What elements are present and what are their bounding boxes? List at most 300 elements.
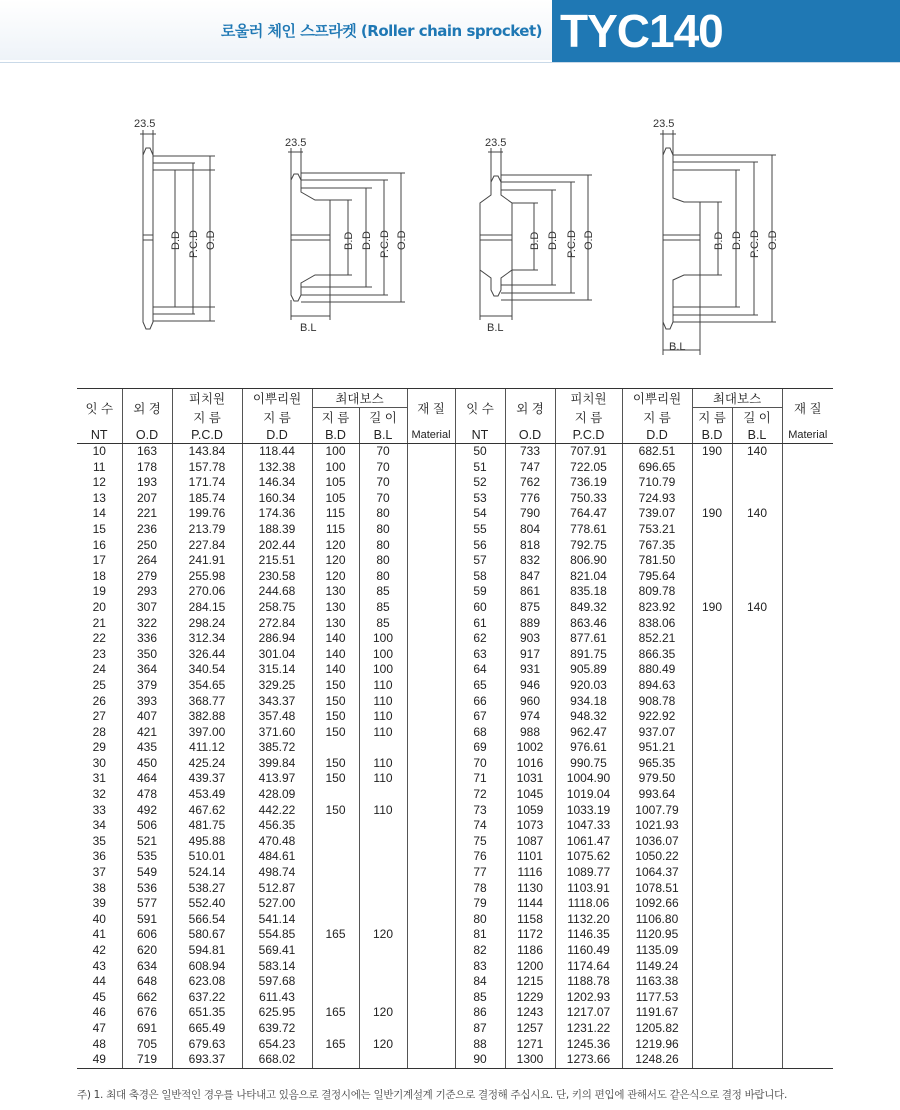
d2-label-bd: B.D <box>343 231 355 250</box>
cell-bl <box>359 943 407 959</box>
cell-pcd-r: 849.32 <box>555 600 622 616</box>
th-dd-sub-r: 지 름 <box>622 408 692 427</box>
cell-bl: 80 <box>359 553 407 569</box>
cell-bd <box>312 787 359 803</box>
cell-nt-r: 84 <box>455 974 505 990</box>
cell-dd-r: 908.78 <box>622 694 692 710</box>
cell-bd-r <box>692 818 732 834</box>
table-row <box>77 569 833 585</box>
cell-bd-r <box>692 647 732 663</box>
d4-label-pcd: P.C.D <box>749 230 761 258</box>
cell-bl <box>359 834 407 850</box>
cell-bl-r <box>732 522 782 538</box>
d3-label-bl: B.L <box>487 322 504 334</box>
cell-od-r: 1243 <box>505 1005 555 1021</box>
cell-bd: 140 <box>312 662 359 678</box>
th-teeth-r: 잇 수 <box>455 389 505 427</box>
cell-pcd-r: 1103.91 <box>555 881 622 897</box>
cell-nt: 23 <box>92 646 106 661</box>
cell-dd: 286.94 <box>242 631 312 647</box>
cell-material-r <box>782 491 833 507</box>
cell-nt-r: 56 <box>455 538 505 554</box>
cell-od-r: 733 <box>505 444 555 460</box>
cell-bd: 100 <box>312 444 359 460</box>
table-row <box>77 553 833 569</box>
cell-bd-r <box>692 460 732 476</box>
cell-nt-r: 77 <box>455 865 505 881</box>
cell-bd: 120 <box>312 538 359 554</box>
cell-bd-r <box>692 662 732 678</box>
cell-od: 478 <box>122 787 172 803</box>
th-pcd-r: 피치원 <box>555 389 622 408</box>
cell-bl-r: 140 <box>732 600 782 616</box>
cell-pcd: 439.37 <box>172 771 242 787</box>
cell-material <box>407 584 455 600</box>
cell-nt-r: 55 <box>455 522 505 538</box>
cell-bd-r <box>692 834 732 850</box>
cell-material <box>407 725 455 741</box>
table-row <box>77 1052 833 1068</box>
cell-nt-r: 58 <box>455 569 505 585</box>
cell-dd: 399.84 <box>242 756 312 772</box>
th-material: 재 질 <box>407 389 455 427</box>
cell-nt-r: 85 <box>455 990 505 1006</box>
cell-bl-r <box>732 818 782 834</box>
cell-bd: 150 <box>312 694 359 710</box>
cell-pcd-r: 920.03 <box>555 678 622 694</box>
cell-material <box>407 834 455 850</box>
cell-material-r <box>782 616 833 632</box>
cell-dd-r: 781.50 <box>622 553 692 569</box>
cell-material-r <box>782 569 833 585</box>
cell-pcd: 213.79 <box>172 522 242 538</box>
cell-material <box>407 1021 455 1037</box>
table-row <box>77 803 833 819</box>
cell-dd-r: 1078.51 <box>622 881 692 897</box>
cell-bl: 110 <box>359 756 407 772</box>
cell-pcd: 679.63 <box>172 1037 242 1053</box>
cell-material-r <box>782 1052 833 1068</box>
table-row <box>77 725 833 741</box>
cell-dd-r: 710.79 <box>622 475 692 491</box>
cell-nt-r: 67 <box>455 709 505 725</box>
cell-pcd: 298.24 <box>172 616 242 632</box>
header-row-1 <box>77 389 833 408</box>
cell-nt: 25 <box>92 677 106 692</box>
cell-pcd: 270.06 <box>172 584 242 600</box>
cell-dd-r: 1120.95 <box>622 927 692 943</box>
cell-material <box>407 662 455 678</box>
cell-material-r <box>782 538 833 554</box>
cell-bl <box>359 818 407 834</box>
th-material-r: 재 질 <box>782 389 833 427</box>
cell-nt-r: 72 <box>455 787 505 803</box>
table-row <box>77 834 833 850</box>
th-boss: 최대보스 <box>312 389 407 408</box>
cell-pcd-r: 821.04 <box>555 569 622 585</box>
cell-pcd-r: 1118.06 <box>555 896 622 912</box>
cell-pcd-r: 990.75 <box>555 756 622 772</box>
cell-bl: 110 <box>359 709 407 725</box>
cell-dd-r: 682.51 <box>622 444 692 460</box>
cell-od: 492 <box>122 803 172 819</box>
table-row <box>77 584 833 600</box>
cell-material <box>407 881 455 897</box>
cell-od-r: 1016 <box>505 756 555 772</box>
d2-label-dd: D.D <box>361 231 373 250</box>
table-row <box>77 1021 833 1037</box>
cell-dd: 174.36 <box>242 506 312 522</box>
cell-nt-r: 82 <box>455 943 505 959</box>
cell-bd-r <box>692 553 732 569</box>
cell-bl: 100 <box>359 631 407 647</box>
cell-nt-r: 90 <box>455 1052 505 1068</box>
cell-nt: 35 <box>92 833 106 848</box>
cell-od: 307 <box>122 600 172 616</box>
th-bl: 길 이 <box>359 408 407 427</box>
cell-od-r: 1002 <box>505 740 555 756</box>
cell-nt: 46 <box>92 1005 106 1020</box>
cell-pcd-r: 1188.78 <box>555 974 622 990</box>
cell-nt: 40 <box>92 911 106 926</box>
cell-bl: 85 <box>359 600 407 616</box>
cell-bd: 105 <box>312 491 359 507</box>
cell-bd <box>312 834 359 850</box>
footnote: 주) 1. 최대 축경은 일반적인 경우를 나타내고 있음으로 결정시에는 일반기계설계 기준으로 결정해 주십시요. 단, 키의 편입에 관해서도 같은식으로 결정 바랍니다. <box>77 1089 787 1101</box>
th-dd-code: D.D <box>242 426 312 444</box>
table-row <box>77 460 833 476</box>
cell-od-r: 1045 <box>505 787 555 803</box>
table-row <box>77 662 833 678</box>
cell-bd: 130 <box>312 600 359 616</box>
cell-od-r: 946 <box>505 678 555 694</box>
cell-pcd-r: 764.47 <box>555 506 622 522</box>
cell-material-r <box>782 849 833 865</box>
cell-od-r: 1073 <box>505 818 555 834</box>
d1-label-od: O.D <box>205 230 217 250</box>
cell-pcd-r: 1231.22 <box>555 1021 622 1037</box>
diagram-svg <box>0 110 900 370</box>
cell-dd: 244.68 <box>242 584 312 600</box>
cell-material <box>407 990 455 1006</box>
cell-dd: 329.25 <box>242 678 312 694</box>
cell-material <box>407 491 455 507</box>
cell-bl-r <box>732 709 782 725</box>
cell-dd: 668.02 <box>242 1052 312 1068</box>
cell-material <box>407 522 455 538</box>
cell-od-r: 1271 <box>505 1037 555 1053</box>
cell-bl: 80 <box>359 506 407 522</box>
cell-bl <box>359 849 407 865</box>
cell-material <box>407 553 455 569</box>
cell-od: 591 <box>122 912 172 928</box>
cell-bl: 70 <box>359 444 407 460</box>
cell-pcd-r: 1160.49 <box>555 943 622 959</box>
cell-od: 435 <box>122 740 172 756</box>
cell-material-r <box>782 444 833 460</box>
cell-nt-r: 64 <box>455 662 505 678</box>
cell-material <box>407 896 455 912</box>
table-row <box>77 506 833 522</box>
cell-pcd-r: 863.46 <box>555 616 622 632</box>
cell-od-r: 762 <box>505 475 555 491</box>
table-row <box>77 538 833 554</box>
cell-nt: 43 <box>92 958 106 973</box>
d3-label-od: O.D <box>583 230 595 250</box>
cell-bd-r: 190 <box>692 444 732 460</box>
cell-material <box>407 569 455 585</box>
cell-bl: 120 <box>359 927 407 943</box>
cell-od-r: 1158 <box>505 912 555 928</box>
model-name: TYC140 <box>560 5 723 57</box>
cell-dd: 188.39 <box>242 522 312 538</box>
cell-od: 521 <box>122 834 172 850</box>
cell-material-r <box>782 631 833 647</box>
cell-bd-r <box>692 959 732 975</box>
cell-bl: 110 <box>359 771 407 787</box>
cell-bd-r <box>692 865 732 881</box>
cell-material <box>407 740 455 756</box>
cell-od: 279 <box>122 569 172 585</box>
cell-od-r: 847 <box>505 569 555 585</box>
th-nt: NT <box>77 426 122 444</box>
cell-bd-r <box>692 616 732 632</box>
cell-dd-r: 696.65 <box>622 460 692 476</box>
cell-od: 264 <box>122 553 172 569</box>
cell-material-r <box>782 803 833 819</box>
cell-pcd: 241.91 <box>172 553 242 569</box>
cell-dd: 456.35 <box>242 818 312 834</box>
cell-material <box>407 787 455 803</box>
cell-bd-r <box>692 725 732 741</box>
cell-bl <box>359 787 407 803</box>
cell-nt: 31 <box>92 771 106 786</box>
cell-bd <box>312 1021 359 1037</box>
cell-dd-r: 1064.37 <box>622 865 692 881</box>
cell-od: 250 <box>122 538 172 554</box>
cell-nt: 20 <box>92 599 106 614</box>
cell-dd: 654.23 <box>242 1037 312 1053</box>
cell-bd-r <box>692 709 732 725</box>
cell-material-r <box>782 834 833 850</box>
cell-bd: 130 <box>312 584 359 600</box>
table-row <box>77 990 833 1006</box>
table-row <box>77 771 833 787</box>
cell-bd-r: 190 <box>692 506 732 522</box>
spec-table-body <box>77 444 833 1069</box>
cell-dd-r: 1135.09 <box>622 943 692 959</box>
cell-dd-r: 979.50 <box>622 771 692 787</box>
table-row <box>77 522 833 538</box>
cell-bl-r <box>732 990 782 1006</box>
cell-bl-r <box>732 1037 782 1053</box>
cell-bd: 130 <box>312 616 359 632</box>
cell-dd: 230.58 <box>242 569 312 585</box>
cell-od: 193 <box>122 475 172 491</box>
cell-nt-r: 60 <box>455 600 505 616</box>
cell-nt-r: 70 <box>455 756 505 772</box>
cell-od-r: 960 <box>505 694 555 710</box>
cell-od: 549 <box>122 865 172 881</box>
cell-bd: 105 <box>312 475 359 491</box>
cell-bl <box>359 1021 407 1037</box>
cell-bl <box>359 865 407 881</box>
cell-bl-r <box>732 475 782 491</box>
table-row <box>77 818 833 834</box>
cell-material <box>407 538 455 554</box>
cell-bd: 150 <box>312 678 359 694</box>
cell-nt: 13 <box>92 490 106 505</box>
table-row <box>77 881 833 897</box>
cell-material-r <box>782 990 833 1006</box>
cell-nt: 19 <box>92 584 106 599</box>
cell-pcd-r: 707.91 <box>555 444 622 460</box>
cell-bd-r <box>692 927 732 943</box>
cell-pcd-r: 948.32 <box>555 709 622 725</box>
cell-bd: 140 <box>312 631 359 647</box>
cell-bd-r <box>692 974 732 990</box>
cell-od: 676 <box>122 1005 172 1021</box>
cell-bd: 165 <box>312 1037 359 1053</box>
table-row <box>77 1037 833 1053</box>
cell-bd-r <box>692 491 732 507</box>
cell-nt-r: 83 <box>455 959 505 975</box>
cell-nt: 45 <box>92 989 106 1004</box>
table-row <box>77 912 833 928</box>
cell-bd <box>312 865 359 881</box>
d4-top-dim: 23.5 <box>653 118 675 130</box>
cell-bd: 100 <box>312 460 359 476</box>
cell-od-r: 974 <box>505 709 555 725</box>
cell-nt-r: 86 <box>455 1005 505 1021</box>
cell-od-r: 1130 <box>505 881 555 897</box>
cell-dd-r: 1106.80 <box>622 912 692 928</box>
d3-label-dd: D.D <box>547 231 559 250</box>
cell-bl-r <box>732 631 782 647</box>
table-row <box>77 740 833 756</box>
cell-bd-r <box>692 1005 732 1021</box>
cell-dd-r: 1021.93 <box>622 818 692 834</box>
cell-bd <box>312 740 359 756</box>
cell-nt: 12 <box>92 475 106 490</box>
cell-od: 364 <box>122 662 172 678</box>
cell-od: 163 <box>122 444 172 460</box>
cell-bl: 85 <box>359 584 407 600</box>
cell-bl: 85 <box>359 616 407 632</box>
th-teeth: 잇 수 <box>77 389 122 427</box>
cell-bd: 165 <box>312 1005 359 1021</box>
cell-bd-r <box>692 881 732 897</box>
cell-od-r: 1200 <box>505 959 555 975</box>
cell-bl-r <box>732 959 782 975</box>
cell-material <box>407 974 455 990</box>
cell-pcd-r: 934.18 <box>555 694 622 710</box>
cell-pcd-r: 1174.64 <box>555 959 622 975</box>
th-boss-r: 최대보스 <box>692 389 782 408</box>
cell-dd-r: 809.78 <box>622 584 692 600</box>
cell-od-r: 988 <box>505 725 555 741</box>
cell-nt-r: 54 <box>455 506 505 522</box>
cell-material <box>407 694 455 710</box>
cell-dd: 625.95 <box>242 1005 312 1021</box>
cell-od-r: 1229 <box>505 990 555 1006</box>
cell-pcd-r: 905.89 <box>555 662 622 678</box>
th-pcd-sub: 지 름 <box>172 408 242 427</box>
cell-bl: 110 <box>359 694 407 710</box>
cell-bl-r <box>732 912 782 928</box>
cell-bd: 115 <box>312 506 359 522</box>
cell-pcd: 665.49 <box>172 1021 242 1037</box>
cell-pcd-r: 1245.36 <box>555 1037 622 1053</box>
cell-material-r <box>782 1021 833 1037</box>
cell-bd-r <box>692 538 732 554</box>
cell-od: 719 <box>122 1052 172 1068</box>
cell-bl-r <box>732 756 782 772</box>
sprocket-diagrams <box>0 110 900 370</box>
cell-material <box>407 460 455 476</box>
d1-label-pcd: P.C.D <box>188 230 200 258</box>
cell-pcd-r: 722.05 <box>555 460 622 476</box>
cell-dd-r: 894.63 <box>622 678 692 694</box>
cell-material <box>407 865 455 881</box>
cell-od: 536 <box>122 881 172 897</box>
cell-nt: 30 <box>92 755 106 770</box>
cell-bl-r <box>732 865 782 881</box>
cell-pcd-r: 1033.19 <box>555 803 622 819</box>
cell-bl: 100 <box>359 647 407 663</box>
cell-material <box>407 475 455 491</box>
cell-od-r: 889 <box>505 616 555 632</box>
cell-nt: 18 <box>92 568 106 583</box>
cell-bl-r <box>732 740 782 756</box>
cell-bl-r <box>732 943 782 959</box>
table-row <box>77 647 833 663</box>
d2-label-od: O.D <box>396 230 408 250</box>
table-row <box>77 865 833 881</box>
cell-pcd: 354.65 <box>172 678 242 694</box>
header-row-3 <box>77 426 833 444</box>
cell-nt: 34 <box>92 818 106 833</box>
cell-dd: 272.84 <box>242 616 312 632</box>
cell-dd: 484.61 <box>242 849 312 865</box>
cell-dd: 428.09 <box>242 787 312 803</box>
cell-pcd: 481.75 <box>172 818 242 834</box>
cell-material <box>407 818 455 834</box>
cell-bl: 70 <box>359 475 407 491</box>
table-row <box>77 600 833 616</box>
cell-nt-r: 76 <box>455 849 505 865</box>
cell-pcd: 382.88 <box>172 709 242 725</box>
cell-dd-r: 838.06 <box>622 616 692 632</box>
cell-nt-r: 79 <box>455 896 505 912</box>
cell-pcd: 199.76 <box>172 506 242 522</box>
cell-pcd: 495.88 <box>172 834 242 850</box>
cell-pcd-r: 806.90 <box>555 553 622 569</box>
cell-pcd: 397.00 <box>172 725 242 741</box>
cell-od: 207 <box>122 491 172 507</box>
cell-od: 293 <box>122 584 172 600</box>
cell-pcd: 425.24 <box>172 756 242 772</box>
cell-nt: 42 <box>92 943 106 957</box>
cell-material-r <box>782 1005 833 1021</box>
cell-pcd-r: 1075.62 <box>555 849 622 865</box>
cell-material-r <box>782 584 833 600</box>
cell-bl-r <box>732 1005 782 1021</box>
cell-bd-r <box>692 694 732 710</box>
cell-bd <box>312 912 359 928</box>
d4-label-od: O.D <box>767 230 779 250</box>
cell-bl-r <box>732 1021 782 1037</box>
